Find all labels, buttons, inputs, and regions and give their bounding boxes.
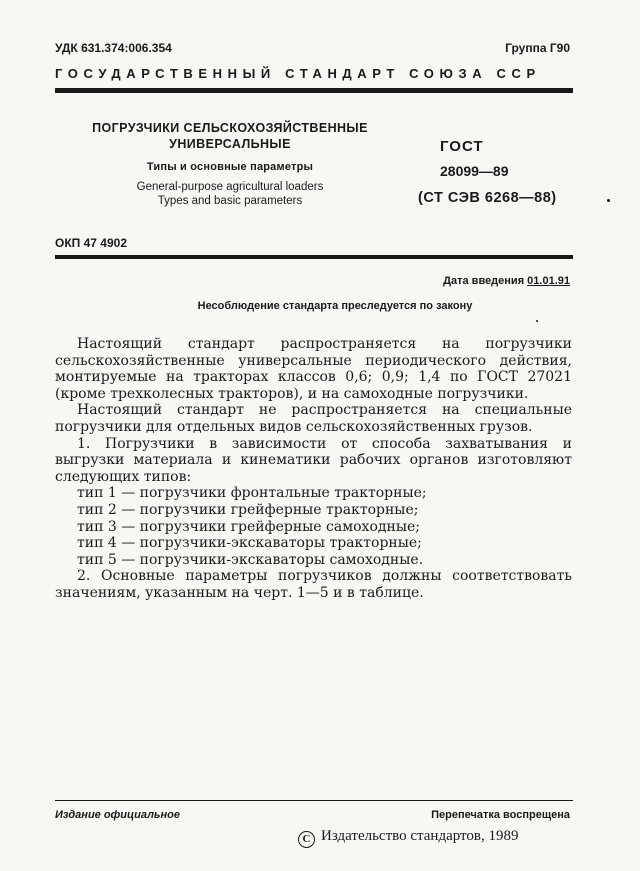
- official-edition: Издание официальное: [55, 809, 180, 821]
- type-item: тип 4 — погрузчики-экскаваторы тракторные;: [77, 535, 422, 552]
- subtitle: Типы и основные параметры: [146, 161, 314, 173]
- publisher: [298, 828, 518, 848]
- paragraph-exclusion: Настоящий стандарт не распространяется на специальные погрузчики для отдельных видов сельскохозяйственных грузов.: [55, 402, 572, 435]
- group-code: Группа Г90: [505, 41, 570, 55]
- publisher-name: Издательство стандартов, 1989: [321, 828, 519, 844]
- title-line-1: ПОГРУЗЧИКИ СЕЛЬСКОХОЗЯЙСТВЕННЫЕ: [92, 121, 368, 135]
- speck: [607, 199, 610, 202]
- law-notice: Несоблюдение стандарта преследуется по закону: [197, 300, 473, 312]
- date-label: Дата введения: [443, 275, 525, 287]
- gost-label: ГОСТ: [440, 138, 484, 155]
- type-item: тип 5 — погрузчики-экскаваторы самоходные.: [77, 551, 424, 568]
- body-text: [55, 336, 572, 602]
- gost-number: 28099—89: [440, 163, 509, 179]
- paragraph-types-intro: 1. Погрузчики в зависимости от способа захватывания и выгрузки материала и кинематики рабочих органов изготовляют следующих типов:: [55, 435, 572, 485]
- type-item: тип 2 — погрузчики грейферные тракторные;: [77, 501, 419, 518]
- reprint-prohibited: Перепечатка воспрещена: [431, 809, 570, 821]
- type-item: тип 1 — погрузчики фронтальные тракторные;: [77, 485, 427, 502]
- state-standard-heading: ГОСУДАРСТВЕННЫЙ СТАНДАРТ СОЮЗА ССР: [55, 66, 541, 81]
- speck: [536, 320, 538, 322]
- okp-code: ОКП 47 4902: [55, 236, 127, 250]
- copyright-icon: С: [298, 831, 315, 848]
- udk-code: УДК 631.374:006.354: [55, 41, 172, 55]
- english-title-line-2: Types and basic parameters: [157, 195, 303, 207]
- date-value: 01.01.91: [527, 275, 570, 287]
- title-line-2: УНИВЕРСАЛЬНЫЕ: [169, 137, 291, 151]
- paragraph-scope: Настоящий стандарт распространяется на погрузчики сельскохозяйственные универсальные периодического действия, монтируемые на тракторах классов 0,6; 0,9; 1,4 по ГОСТ 27021 (кроме трехколесных тракторов), и на самоходные погрузчики.: [55, 336, 572, 402]
- st-sev-number: (СТ СЭВ 6268—88): [418, 190, 557, 206]
- paragraph-parameters: 2. Основные параметры погрузчиков должны соответствовать значениям, указанным на черт. 1—5 и в таблице.: [55, 568, 572, 601]
- english-title-line-1: General-purpose agricultural loaders: [136, 181, 324, 193]
- introduction-date: [443, 275, 570, 287]
- section-rule: [55, 255, 573, 259]
- footer-rule: [55, 800, 573, 801]
- header-rule: [55, 88, 573, 93]
- type-item: тип 3 — погрузчики грейферные самоходные;: [77, 518, 420, 535]
